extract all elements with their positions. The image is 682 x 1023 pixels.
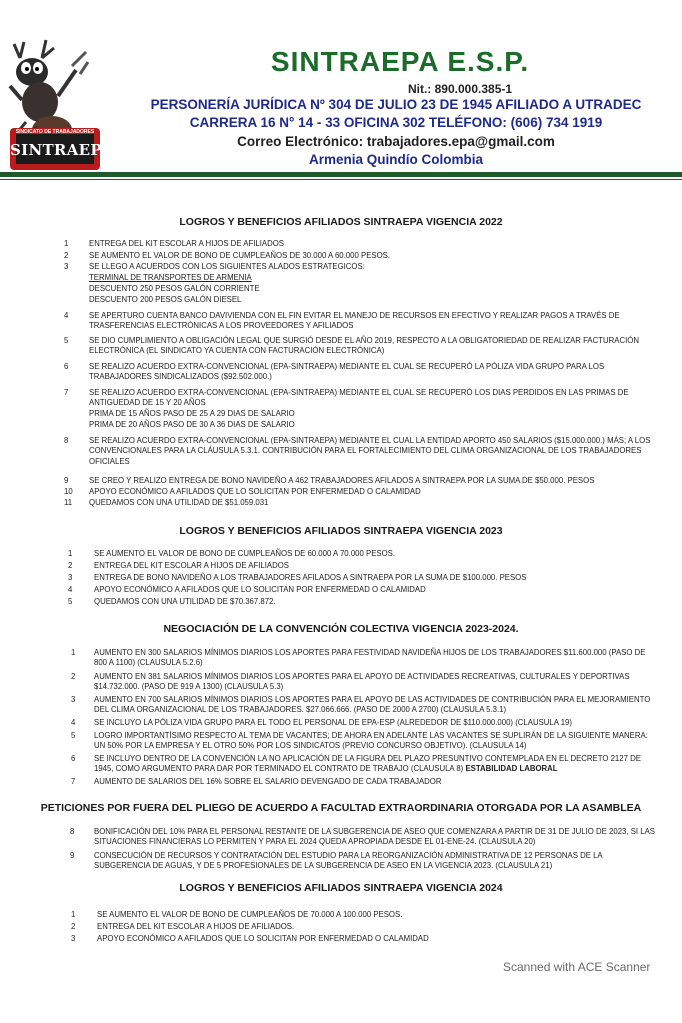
list-item: APOYO ECONÓMICO A AFILADOS QUE LO SOLICITAN POR ENFERMEDAD O CALAMIDAD: [89, 487, 421, 496]
list-item: ENTREGA DEL KIT ESCOLAR A HIJOS DE AFILIADOS: [89, 239, 284, 248]
item-number: 1: [64, 239, 69, 248]
org-address-line: CARRERA 16 N° 14 - 33 OFICINA 302 TELÉFONO: (606) 734 1919: [189, 115, 603, 130]
list-item: SE AUMENTO EL VALOR DE BONO DE CUMPLEAÑOS DE 30.000 A 60.000 PESOS.: [89, 251, 391, 260]
item-number: 4: [64, 311, 69, 320]
item-number: 11: [64, 498, 73, 507]
list-item: LOGRO IMPORTANTÍSIMO RESPECTO AL TEMA DE VACANTES; DE AHORA EN ADELANTE LAS VACANTES SE SUPLIRÁN DE LA SIGUIENTE MANERA: UN 50% POR LA EMPRESA Y EL OTRO 50% POR LOS SINDICATOS (PREVIO CONCURSO OBJETIVO). (CLAUSULA 14): [94, 731, 648, 751]
item-number: 1: [68, 549, 73, 558]
list-item: ENTREGA DE BONO NAVIDEÑO A LOS TRABAJADORES AFILADOS A SINTRAEPA POR LA SUMA DE $100.000. PESOS: [94, 573, 527, 582]
item-number: 5: [71, 731, 76, 740]
logo-caption-small: SINDICATO DE TRABAJADORES: [15, 129, 95, 135]
list-item: SE REALIZO ACUERDO EXTRA-CONVENCIONAL (EPA-SINTRAEPA) MEDIANTE EL CUAL SE RECUPERÓ LOS DIAS PERDIDOS EN LAS PRIMAS DE ANTIGUEDAD DE 15 Y 20 AÑOS: [89, 388, 629, 408]
list-item: CONSECUCIÓN DE RECURSOS Y CONTRATACIÓN DEL ESTUDIO PARA LA REORGANIZACIÓN ADMINISTRATIVA DE 12 PERSONAS DE LA SUBGERENCIA DE AGUAS, Y DE 5 PROFESIONALES DE LA SUBGERENCIA DE ASEO EN LA VIGENCIA 2023. (CLAUSULA 21): [94, 851, 603, 871]
list-item: AUMENTO EN 700 SALARIOS MÍNIMOS DIARIOS LOS APORTES PARA EL APOYO DE LAS ACTIVIDADES DE CONTRIBUCIÓN PARA EL MEJORAMIENTO DEL CLIMA ORGANIZACIONAL DE LOS TRABAJADORES. $27.066.666. (PASO DE 2000 A 2700) (CLAUSULA 5.3.1): [94, 695, 651, 715]
org-legal-line: PERSONERÍA JURÍDICA Nº 304 DE JULIO 23 DE 1945 AFILIADO A UTRADEC: [150, 97, 642, 112]
list-item: APOYO ECONÓMICO A AFILADOS QUE LO SOLICITAN POR ENFERMEDAD O CALAMIDAD: [94, 585, 426, 594]
org-nit: Nit.: 890.000.385-1: [407, 82, 513, 96]
stability-emphasis: ESTABILIDAD LABORAL: [465, 764, 558, 774]
list-item: ENTREGA DEL KIT ESCOLAR A HIJOS DE AFILIADOS: [94, 561, 289, 570]
list-item: SE CREO Y REALIZO ENTREGA DE BONO NAVIDEÑO A 462 TRABAJADORES AFILADOS A SINTRAEPA POR LA SUMA DE $50.000. PESOS: [89, 476, 595, 485]
list-item: SE INCLUYO LA PÓLIZA VIDA GRUPO PARA EL TODO EL PERSONAL DE EPA-ESP (ALREDEDOR DE $110.000.000) (CLAUSULA 19): [94, 718, 572, 727]
org-email: Correo Electrónico: trabajadores.epa@gmail.com: [237, 134, 555, 149]
item-number: 7: [71, 777, 76, 786]
partner-terminal: TERMINAL DE TRANSPORTES DE ARMENIA: [89, 273, 252, 282]
header-divider-thin: [0, 179, 682, 180]
list-item: SE AUMENTO EL VALOR DE BONO DE CUMPLEAÑOS DE 60.000 A 70.000 PESOS.: [94, 549, 396, 558]
item-number: 3: [71, 934, 76, 943]
list-item: AUMENTO EN 300 SALARIOS MÍNIMOS DIARIOS LOS APORTES PARA FESTIVIDAD NAVIDEÑA HIJOS DE LOS TRABAJADORES $11.600.000 (PASO DE 800 A 1100) (CLAUSULA 5.2.6): [94, 648, 646, 668]
item-number: 2: [68, 561, 73, 570]
list-item: QUEDAMOS CON UNA UTILIDAD DE $51.059.031: [89, 498, 269, 507]
item-number: 9: [70, 851, 75, 860]
item-text: SE INCLUYO DENTRO DE LA CONVENCIÓN LA NO APLICACIÓN DE LA FIGURA DEL PLAZO PRESUNTIVO CONTEMPLADA EN EL DECRETO 2127 DE 1945, COMO ARGUMENTO PARA DAR POR TERMINADO EL CONTRATO DE TRABAJO (CLAUSULA 8): [94, 754, 641, 774]
prima-line: PRIMA DE 15 AÑOS PASO DE 25 A 29 DIAS DE SALARIO: [89, 409, 295, 418]
item-number: 5: [68, 597, 73, 606]
discount-line: DESCUENTO 200 PESOS GALÓN DIESEL: [89, 295, 242, 304]
section-title: NEGOCIACIÓN DE LA CONVENCIÓN COLECTIVA VIGENCIA 2023-2024.: [163, 623, 519, 635]
item-number: 2: [71, 672, 76, 681]
item-number: 5: [64, 336, 69, 345]
item-number: 8: [70, 827, 75, 836]
item-number: 4: [71, 718, 76, 727]
list-item: APOYO ECONÓMICO A AFILADOS QUE LO SOLICITAN POR ENFERMEDAD O CALAMIDAD: [97, 934, 429, 943]
list-item: SE APERTURO CUENTA BANCO DAVIVIENDA CON EL FIN EVITAR EL MANEJO DE RECURSOS EN EFECTIVO Y REALIZAR PAGOS A TRAVÉS DE TRASFERENCIAS ELECTRÓNICAS A LOS PROVEEDORES Y AFILIADOS: [89, 311, 620, 331]
item-number: 6: [71, 754, 76, 763]
section-title: LOGROS Y BENEFICIOS AFILIADOS SINTRAEPA VIGENCIA 2024: [179, 882, 503, 894]
list-item: SE DIO CUMPLIMIENTO A OBLIGACIÓN LEGAL QUE SURGIÓ DESDE EL AÑO 2019, RESPECTO A LA OBLIGATORIEDAD DE REALIZAR FACTURACIÓN ELECTRÓNICA (EL SINDICATO YA CUENTA CON FACTURACIÓN ELECTRÓNICA): [89, 336, 639, 356]
item-number: 3: [64, 262, 69, 271]
list-item: AUMENTO EN 381 SALARIOS MÍNIMOS DIARIOS LOS APORTES PARA EL APOYO DE ACTIVIDADES RECREATIVAS, CULTURALES Y DEPORTIVAS $14.732.000. (PASO DE 919 A 1300) (CLAUSULA 5.3): [94, 672, 630, 692]
list-item: SE LLEGO A ACUERDOS CON LOS SIGUIENTES ALADOS ESTRATEGICOS:: [89, 262, 365, 271]
list-item: BONIFICACIÓN DEL 10% PARA EL PERSONAL RESTANTE DE LA SUBGERENCIA DE ASEO QUE COMENZARA A PARTIR DE 31 DE JULIO DE 2023, SI LAS SITUACIONES FINANCIERAS LO PERMITEN Y PARA EL 2024 QUEDA APROPIADA DESDE EL 01-ENE-24. (CLAUSULA 20): [94, 827, 655, 847]
item-number: 6: [64, 362, 69, 371]
item-number: 4: [68, 585, 73, 594]
section-title: LOGROS Y BENEFICIOS AFILIADOS SINTRAEPA VIGENCIA 2023: [179, 525, 503, 537]
item-number: 3: [68, 573, 73, 582]
list-item: [94, 754, 654, 775]
section-title: LOGROS Y BENEFICIOS AFILIADOS SINTRAEPA VIGENCIA 2022: [179, 216, 503, 228]
org-city: Armenia Quindío Colombia: [308, 152, 483, 167]
item-number: 7: [64, 388, 69, 397]
item-number: 1: [71, 910, 76, 919]
scanner-watermark: Scanned with ACE Scanner: [503, 960, 651, 974]
item-number: 8: [64, 436, 69, 445]
logo-caption-big: SINTRAEPA: [10, 141, 113, 159]
list-item: AUMENTO DE SALARIOS DEL 16% SOBRE EL SALARIO DEVENGADO DE CADA TRABAJADOR: [94, 777, 442, 786]
discount-line: DESCUENTO 250 PESOS GALÓN CORRIENTE: [89, 284, 260, 293]
item-number: 2: [64, 251, 69, 260]
item-number: 1: [71, 648, 76, 657]
item-number: 3: [71, 695, 76, 704]
prima-line: PRIMA DE 20 AÑOS PASO DE 30 A 36 DIAS DE SALARIO: [89, 420, 295, 429]
item-number: 2: [71, 922, 76, 931]
list-item: SE AUMENTO EL VALOR DE BONO DE CUMPLEAÑOS DE 70.000 A 100.000 PESOS.: [97, 910, 403, 919]
header-divider: [0, 172, 682, 177]
list-item: SE REALIZO ACUERDO EXTRA-CONVENCIONAL (EPA-SINTRAEPA) MEDIANTE EL CUAL LA ENTIDAD APORTO 450 SALARIOS ($15.000.000.) MÁS; A LOS CONVENCIONALES PARA LA CLÁUSULA 5.3.1. CONTRIBUCIÓN PARA EL FORTALECIMIENTO DEL CLIMA ORGANIZACIONAL DE LOS TRABAJADORES OFICIALES: [89, 436, 651, 466]
item-number: 9: [64, 476, 69, 485]
item-number: 10: [64, 487, 73, 496]
org-title: SINTRAEPA E.S.P.: [270, 46, 530, 77]
section-title: PETICIONES POR FUERA DEL PLIEGO DE ACUERDO A FACULTAD EXTRAORDINARIA OTORGADA POR LA ASAMBLEA: [40, 802, 642, 814]
list-item: SE REALIZO ACUERDO EXTRA-CONVENCIONAL (EPA-SINTRAEPA) MEDIANTE EL CUAL SE RECUPERÓ LA PÓLIZA VIDA GRUPO PARA LOS TRABAJADORES SINDICALIZADOS ($92.502.000.): [89, 362, 605, 382]
list-item: ENTREGA DEL KIT ESCOLAR A HIJOS DE AFILIADOS.: [97, 922, 295, 931]
list-item: QUEDAMOS CON UNA UTILIDAD DE $70.367.872.: [94, 597, 276, 606]
